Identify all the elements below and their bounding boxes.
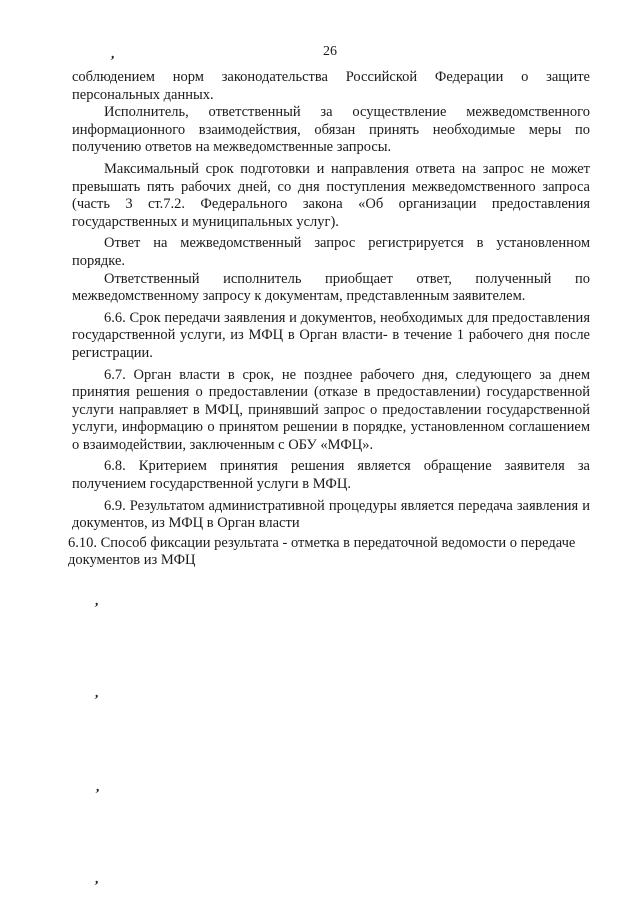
paragraph: Ответственный исполнитель приобщает ответ, полученный по межведомственному запросу к документам, представленным заявителем. xyxy=(72,270,590,305)
paragraph: соблюдением норм законодательства Российской Федерации о защите персональных данных. xyxy=(72,69,590,103)
paragraph: 6.9. Результатом административной процедуры является передача заявления и документов, из МФЦ в Орган власти xyxy=(72,497,590,532)
paragraph: Максимальный срок подготовки и направления ответа на запрос не может превышать пять рабочих дней, со дня поступления межведомственного запроса (часть 3 ст.7.2. Федерального закона «Об организации предоставления государственных и муниципальных услуг). xyxy=(72,160,590,230)
paragraph: 6.8. Критерием принятия решения является обращение заявителя за получением государственной услуги в МФЦ. xyxy=(72,458,590,493)
margin-mark: , xyxy=(94,871,102,888)
paragraph: 6.7. Орган власти в срок, не позднее рабочего дня, следующего за днем принятия решения о предоставлении (отказе в предоставлении) государственной услуги направляет в МФЦ, принявший запрос о предоставлении государственной услуги, информацию о принятом решении в порядке, установленном соглашением о взаимодействии, заключенным с ОБУ «МФЦ». xyxy=(72,366,590,453)
page-number: 26 xyxy=(323,44,337,59)
paragraph: 6.6. Срок передачи заявления и документов, необходимых для предоставления государственной услуги, из МФЦ в Орган власти- в течение 1 рабочего дня после регистрации. xyxy=(72,309,590,361)
paragraph: Исполнитель, ответственный за осуществление межведомственного информационного взаимодействия, обязан принять необходимые меры по получению ответов на межведомственные запросы. xyxy=(72,104,590,156)
margin-mark: , xyxy=(110,46,118,63)
margin-mark: , xyxy=(95,779,103,796)
margin-mark: , xyxy=(94,685,102,702)
document-body xyxy=(68,69,590,570)
paragraph: 6.10. Способ фиксации результата - отметка в передаточной ведомости о передаче документов из МФЦ xyxy=(68,534,576,569)
margin-mark: , xyxy=(94,593,102,610)
paragraph: Ответ на межведомственный запрос регистрируется в установленном порядке. xyxy=(72,235,590,269)
